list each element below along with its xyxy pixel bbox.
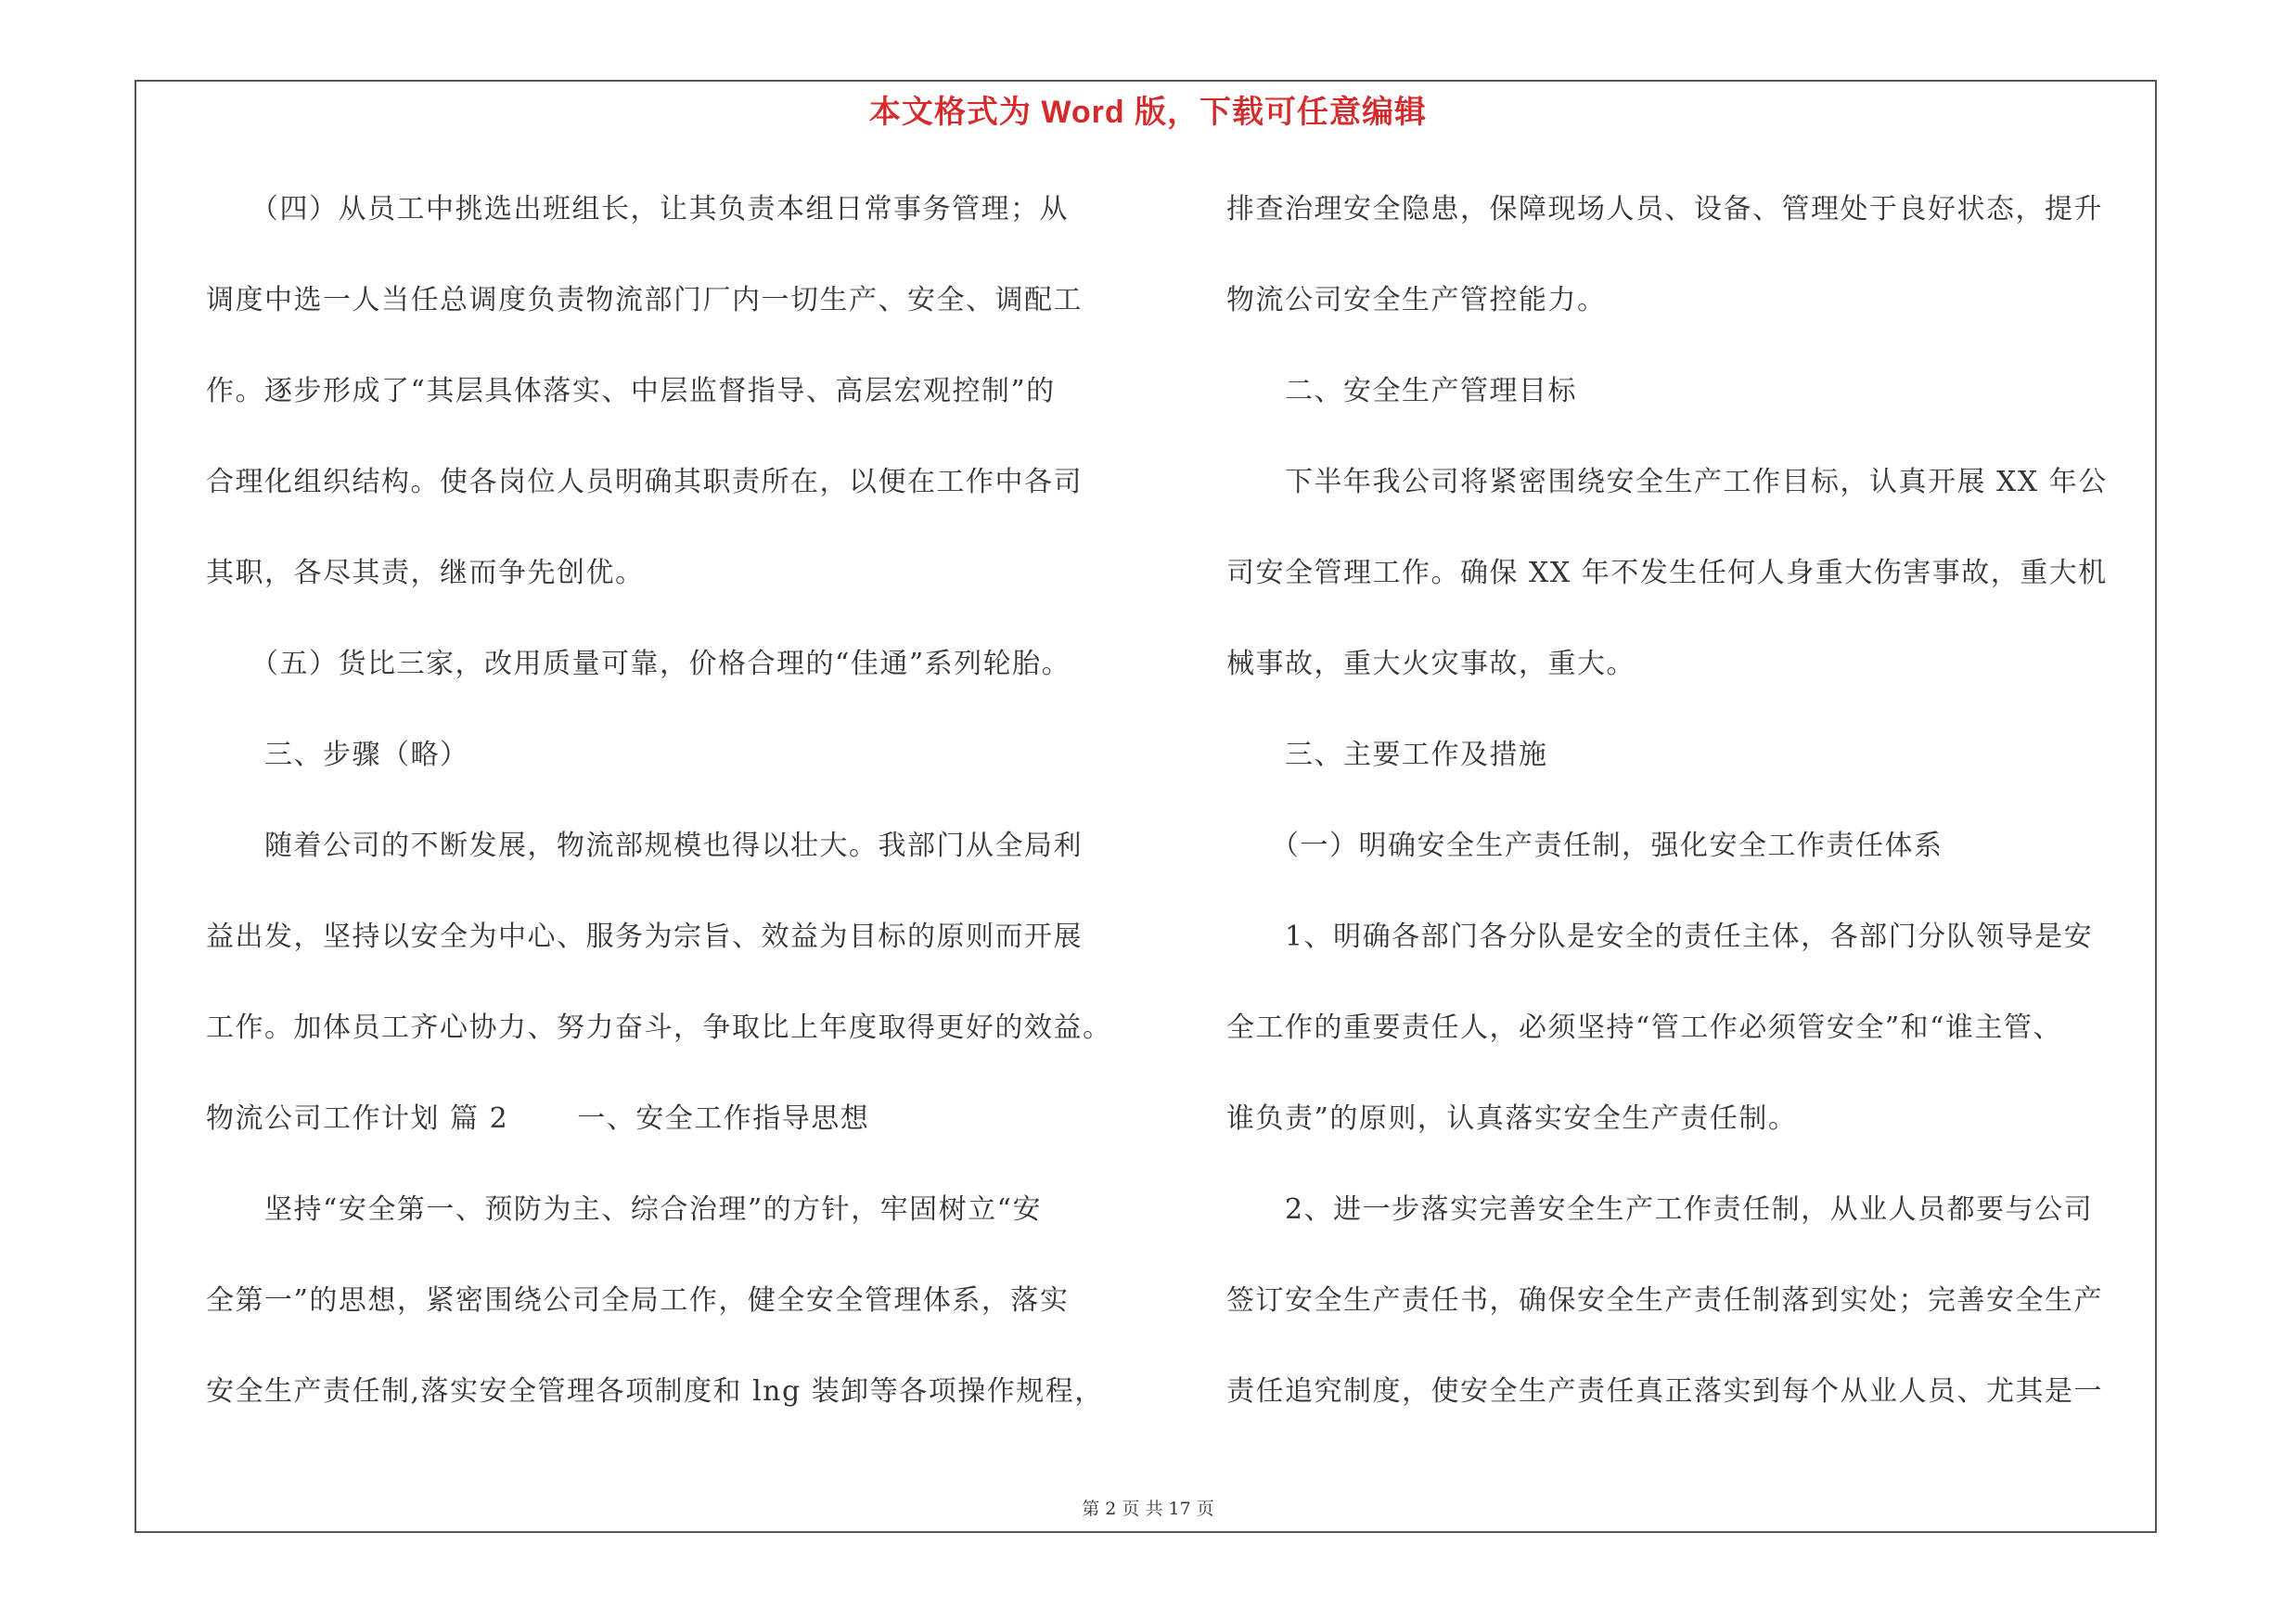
body-line: 物流公司安全生产管控能力。 bbox=[1226, 284, 1607, 316]
body-line: 安全生产责任制,落实安全管理各项制度和 lng 装卸等各项操作规程， bbox=[206, 1375, 1104, 1408]
section-heading: 物流公司工作计划 篇 2 一、安全工作指导思想 bbox=[206, 1102, 870, 1135]
body-line: （五）货比三家，改用质量可靠，价格合理的“佳通”系列轮胎。 bbox=[206, 648, 1071, 680]
page-number: 第 2 页 共 17 页 bbox=[1082, 1499, 1214, 1519]
section-heading: 二、安全生产管理目标 bbox=[1226, 375, 1577, 407]
body-line: 全第一”的思想，紧密围绕公司全局工作，健全安全管理体系，落实 bbox=[206, 1284, 1070, 1317]
body-line: 谁负责”的原则，认真落实安全生产责任制。 bbox=[1226, 1102, 1798, 1135]
body-line: 责任追究制度，使安全生产责任真正落实到每个从业人员、尤其是一 bbox=[1226, 1375, 2103, 1408]
format-banner: 本文格式为 Word 版，下载可任意编辑 bbox=[868, 95, 1428, 130]
body-line: 三、步骤（略） bbox=[206, 739, 469, 771]
body-line: （四）从员工中挑选出班组长，让其负责本组日常事务管理；从 bbox=[206, 193, 1069, 225]
body-line: 签订安全生产责任书，确保安全生产责任制落到实处；完善安全生产 bbox=[1226, 1284, 2103, 1317]
body-line: 1、明确各部门各分队是安全的责任主体，各部门分队领导是安 bbox=[1226, 921, 2094, 953]
body-line: 益出发，坚持以安全为中心、服务为宗旨、效益为目标的原则而开展 bbox=[206, 921, 1083, 953]
right-column bbox=[1226, 182, 2159, 1455]
body-line: 其职，各尽其责，继而争先创优。 bbox=[206, 557, 645, 589]
body-line: 调度中选一人当任总调度负责物流部门厂内一切生产、安全、调配工 bbox=[206, 284, 1083, 316]
body-line: 作。逐步形成了“其层具体落实、中层监督指导、高层宏观控制”的 bbox=[206, 375, 1056, 407]
body-line: 坚持“安全第一、预防为主、综合治理”的方针，牢固树立“安 bbox=[206, 1193, 1043, 1226]
body-line: 械事故，重大火灾事故，重大。 bbox=[1226, 648, 1635, 680]
left-column bbox=[206, 182, 1134, 1455]
subsection-heading: （一）明确安全生产责任制，强化安全工作责任体系 bbox=[1226, 830, 1943, 862]
body-line: 下半年我公司将紧密围绕安全生产工作目标，认真开展 XX 年公 bbox=[1226, 466, 2108, 498]
body-line: 全工作的重要责任人，必须坚持“管工作必须管安全”和“谁主管、 bbox=[1226, 1011, 2063, 1044]
body-line: 合理化组织结构。使各岗位人员明确其职责所在，以便在工作中各司 bbox=[206, 466, 1083, 498]
body-line: 司安全管理工作。确保 XX 年不发生任何人身重大伤害事故，重大机 bbox=[1226, 557, 2108, 589]
section-heading: 三、主要工作及措施 bbox=[1226, 739, 1548, 771]
body-line: 2、进一步落实完善安全生产工作责任制，从业人员都要与公司 bbox=[1226, 1193, 2094, 1226]
body-line: 随着公司的不断发展，物流部规模也得以壮大。我部门从全局利 bbox=[206, 830, 1083, 862]
body-line: 工作。加体员工齐心协力、努力奋斗，争取比上年度取得更好的效益。 bbox=[206, 1011, 1112, 1044]
body-line: 排查治理安全隐患，保障现场人员、设备、管理处于良好状态，提升 bbox=[1226, 193, 2103, 225]
